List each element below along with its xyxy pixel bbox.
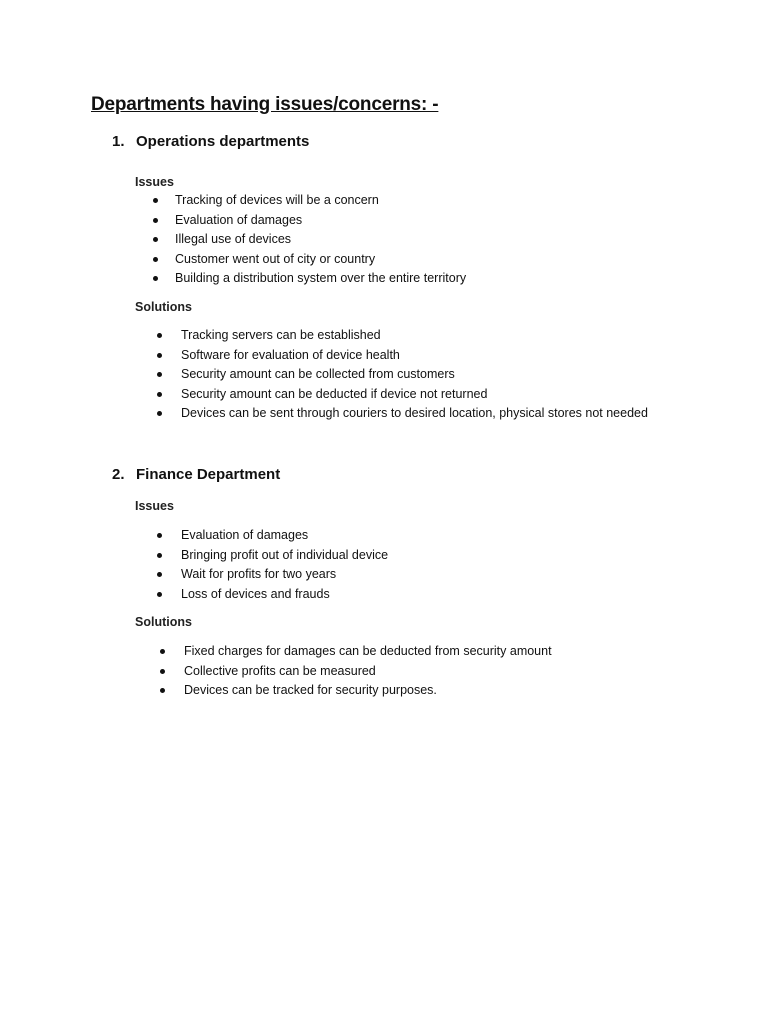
list-item: Illegal use of devices bbox=[153, 230, 466, 250]
list-item: Tracking servers can be established bbox=[157, 326, 648, 346]
section-title: Finance Department bbox=[136, 466, 281, 483]
bullet-icon bbox=[160, 669, 165, 674]
list-item: Evaluation of damages bbox=[153, 211, 466, 231]
bullet-icon bbox=[153, 218, 158, 223]
solutions-label: Solutions bbox=[135, 615, 192, 629]
solutions-list bbox=[160, 642, 552, 701]
list-item: Fixed charges for damages can be deducted from security amount bbox=[160, 642, 552, 662]
issues-list bbox=[153, 191, 466, 289]
bullet-icon bbox=[153, 237, 158, 242]
bullet-icon bbox=[160, 649, 165, 654]
section-number: 1. bbox=[112, 133, 125, 150]
section-number: 2. bbox=[112, 466, 125, 483]
issues-label: Issues bbox=[135, 499, 174, 513]
solutions-list bbox=[157, 326, 648, 424]
list-item: Customer went out of city or country bbox=[153, 250, 466, 270]
bullet-icon bbox=[157, 572, 162, 577]
list-item: Software for evaluation of device health bbox=[157, 346, 648, 366]
bullet-icon bbox=[157, 553, 162, 558]
list-item: Collective profits can be measured bbox=[160, 662, 552, 682]
bullet-icon bbox=[157, 353, 162, 358]
bullet-icon bbox=[157, 411, 162, 416]
list-item: Security amount can be deducted if device not returned bbox=[157, 385, 648, 405]
list-item: Security amount can be collected from customers bbox=[157, 365, 648, 385]
list-item: Tracking of devices will be a concern bbox=[153, 191, 466, 211]
solutions-label: Solutions bbox=[135, 300, 192, 314]
bullet-icon bbox=[160, 688, 165, 693]
bullet-icon bbox=[153, 257, 158, 262]
bullet-icon bbox=[157, 392, 162, 397]
document-title: Departments having issues/concerns: - bbox=[91, 94, 439, 115]
bullet-icon bbox=[157, 333, 162, 338]
list-item: Devices can be tracked for security purposes. bbox=[160, 681, 552, 701]
section-title: Operations departments bbox=[136, 133, 310, 150]
list-item: Building a distribution system over the entire territory bbox=[153, 269, 466, 289]
list-item: Wait for profits for two years bbox=[157, 565, 388, 585]
bullet-icon bbox=[157, 592, 162, 597]
section-heading-finance bbox=[112, 466, 280, 483]
list-item: Evaluation of damages bbox=[157, 526, 388, 546]
list-item: Loss of devices and frauds bbox=[157, 585, 388, 605]
bullet-icon bbox=[153, 198, 158, 203]
issues-label: Issues bbox=[135, 175, 174, 189]
bullet-icon bbox=[153, 276, 158, 281]
list-item: Bringing profit out of individual device bbox=[157, 546, 388, 566]
bullet-icon bbox=[157, 372, 162, 377]
issues-list bbox=[157, 526, 388, 604]
section-heading-operations bbox=[112, 133, 309, 150]
list-item: Devices can be sent through couriers to desired location, physical stores not needed bbox=[157, 404, 648, 424]
bullet-icon bbox=[157, 533, 162, 538]
